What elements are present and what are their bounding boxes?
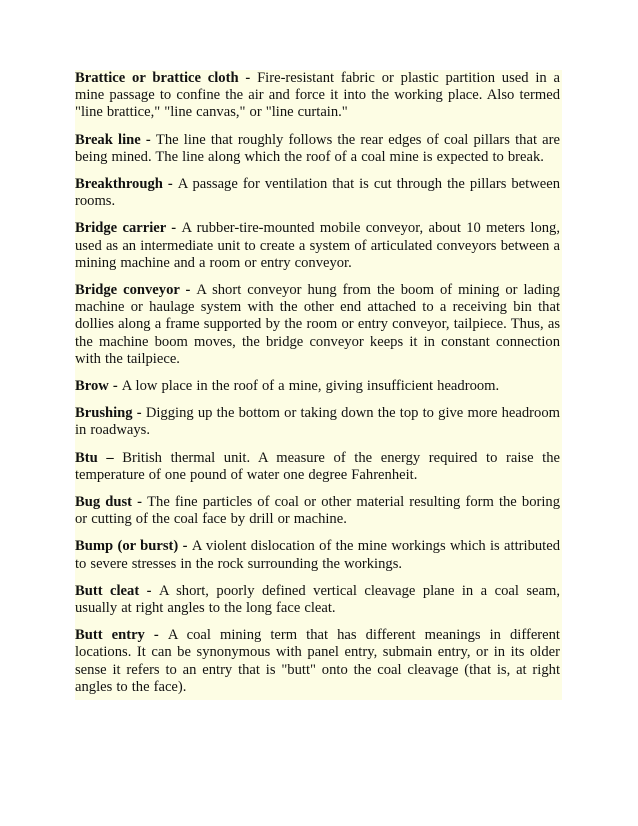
glossary-entry-bridge-carrier <box>75 220 560 272</box>
glossary-entry-butt-cleat <box>75 583 560 617</box>
glossary-section <box>75 70 562 700</box>
glossary-term: Brattice or brattice cloth <box>75 70 239 86</box>
glossary-entry-bridge-conveyor <box>75 282 560 368</box>
glossary-definition: A low place in the roof of a mine, giving insufficient headroom. <box>121 378 500 395</box>
glossary-term: Butt cleat <box>75 582 140 599</box>
glossary-definition: The fine particles of coal or other material resulting form the boring or cutting of the coal face by drill or machine. <box>75 494 561 528</box>
glossary-term: Brushing <box>75 405 133 422</box>
glossary-entry-btu <box>75 450 560 484</box>
term-separator: - <box>140 131 156 148</box>
glossary-term: Break line <box>75 131 141 148</box>
glossary-term: Brow <box>75 378 109 395</box>
glossary-definition: Fire-resistant fabric or plastic partition used in a mine passage to confine the air and force it into the working place. Also termed "line brattice," "line canvas," or "line curtain." <box>75 70 560 121</box>
term-separator: - <box>162 176 178 193</box>
glossary-definition: The line that roughly follows the rear edges of coal pillars that are being mined. The line along which the roof of a coal mine is expected to break. <box>75 131 560 165</box>
term-separator: - <box>238 70 258 86</box>
glossary-term: Bump (or burst) <box>75 538 179 555</box>
glossary-entry-break-line <box>75 132 560 166</box>
term-separator: - <box>165 220 182 237</box>
glossary-term: Btu <box>75 449 98 466</box>
glossary-entry-brushing <box>75 405 560 439</box>
glossary-entry-breakthrough <box>75 176 560 210</box>
glossary-definition: A violent dislocation of the mine workings which is attributed to severe stresses in the rock surrounding the workings. <box>75 538 560 572</box>
glossary-entry-brattice <box>75 70 560 122</box>
term-separator: - <box>132 494 148 511</box>
term-separator: - <box>132 405 146 422</box>
glossary-term: Bug dust <box>75 494 133 511</box>
term-separator: - <box>178 538 192 555</box>
term-separator: – <box>97 449 123 466</box>
term-separator: - <box>179 282 197 299</box>
glossary-entry-butt-entry <box>75 627 560 696</box>
glossary-definition: A passage for ventilation that is cut through the pillars between rooms. <box>75 176 560 210</box>
glossary-entry-bug-dust <box>75 494 560 528</box>
glossary-definition: A short conveyor hung from the boom of mining or lading machine or haulage system with the other end attached to a receiving bin that dollies along a frame supported by the room or entry conveyor, tailpiece. Thus, as the machine boom moves, the bridge conveyor keeps it in constant connection with the tailpiece. <box>75 282 560 367</box>
glossary-term: Bridge conveyor <box>75 282 180 299</box>
glossary-term: Bridge carrier <box>75 220 166 237</box>
glossary-term: Butt entry <box>75 627 145 644</box>
glossary-definition: Digging up the bottom or taking down the top to give more headroom in roadways. <box>75 405 560 439</box>
glossary-definition: A rubber-tire-mounted mobile conveyor, about 10 meters long, used as an intermediate unit to create a system of articulated conveyors between a mining machine and a room or entry conveyor. <box>75 220 560 271</box>
glossary-definition: A short, poorly defined vertical cleavage plane in a coal seam, usually at right angles to the long face cleat. <box>75 582 560 617</box>
term-separator: - <box>108 378 122 395</box>
glossary-term: Breakthrough <box>75 176 163 193</box>
glossary-entry-bump <box>75 538 560 572</box>
glossary-definition: A coal mining term that has different meanings in different locations. It can be synonymous with panel entry, submain entry, or in its older sense it refers to an entry that is "butt" onto the coal cleavage (that is, at right angles to the face). <box>75 627 560 695</box>
glossary-entry-brow <box>75 378 560 395</box>
glossary-definition: British thermal unit. A measure of the energy required to raise the temperature of one pound of water one degree Fahrenheit. <box>75 449 560 483</box>
term-separator: - <box>139 582 159 599</box>
term-separator: - <box>144 627 168 644</box>
